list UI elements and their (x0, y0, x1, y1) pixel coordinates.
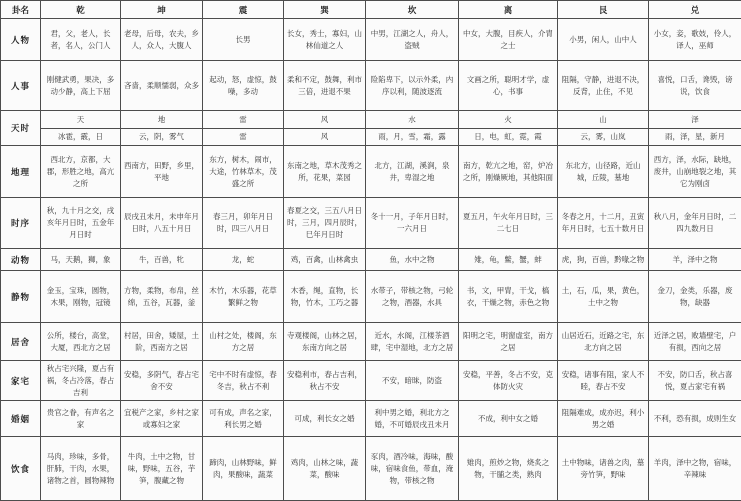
cell-jingwu-zhen: 木竹，木乐器，花草繁鲜之物 (203, 271, 284, 323)
cell-dongwu-xun: 鸡，百禽，山林禽虫 (284, 249, 366, 271)
cell-hunyin-kan: 利中男之婚，利北方之婚，不可婚辰戌丑未月 (366, 401, 459, 437)
cell-dili-li: 南方，乾亢之地，窑，炉冶之所，刚燥厥地，其他阳面 (459, 146, 558, 198)
cell-jingwu-kan: 水带子，带核之物，弓轮之物，酒器，水具 (366, 271, 459, 323)
table-row-renwu (1, 19, 741, 61)
corner-cell: 卦名 (1, 1, 41, 19)
cell-shixu-dui: 秋八月，金年月日时，二四九数月日 (649, 198, 741, 249)
table-row-tianshi-top (1, 111, 741, 129)
cell-tianshi-top-xun: 风 (284, 111, 366, 129)
cell-jiazhai-zhen: 宅中不时有虚惊，春冬吉，秋占不利 (203, 361, 284, 401)
cell-renwu-xun: 长女，秀士，寡妇，山林仙道之人 (284, 19, 366, 61)
cell-renshi-gen: 阻隔，守静，进退不决，反背，止住，不见 (558, 61, 649, 111)
cell-jushe-qian: 公所，楼台，高堂，大厦，西北方之居 (41, 323, 121, 361)
cell-jiazhai-dui: 不安，防口舌，秋占喜悦，夏占家宅有祸 (649, 361, 741, 401)
cell-dongwu-dui: 羊，泽中之物 (649, 249, 741, 271)
row-label-shixu: 时序 (1, 198, 41, 249)
cell-tianshi-bottom-kan: 雨，月，雪，霜，露 (366, 129, 459, 146)
table-row-renshi (1, 61, 741, 111)
cell-tianshi-bottom-xun: 风 (284, 129, 366, 146)
cell-dongwu-li: 雉，龟，鳖，蟹，蚌 (459, 249, 558, 271)
table-row-dongwu (1, 249, 741, 271)
cell-dili-xun: 东南之地，草木茂秀之所，花果，菜园 (284, 146, 366, 198)
cell-tianshi-bottom-qian: 冰雹，霰，日 (41, 129, 121, 146)
row-label-jushe: 居舍 (1, 323, 41, 361)
row-label-jingwu: 静物 (1, 271, 41, 323)
cell-renwu-gen: 小男，闲人，山中人 (558, 19, 649, 61)
cell-renwu-kan: 中男，江湖之人，舟人，盗贼 (366, 19, 459, 61)
cell-renwu-dui: 小女，妾，歌妓，伶人，译人，巫师 (649, 19, 741, 61)
table-row-jiazhai (1, 361, 741, 401)
cell-yinshi-kan: 豕肉，酒冷味，海味，酸味，宿味食鱼，带血，淹物，带核之物 (366, 437, 459, 501)
cell-hunyin-dui: 不利，恐有损，成则生女 (649, 401, 741, 437)
col-header-gen: 艮 (558, 1, 649, 19)
cell-hunyin-gen: 阻隔难成，成亦迟，利小男之婚 (558, 401, 649, 437)
cell-jushe-kun: 村居，田舍，矮屋，土阶，西南方之居 (121, 323, 203, 361)
cell-renshi-li: 文画之所，聪明才学，虚心，书事 (459, 61, 558, 111)
cell-hunyin-li: 不成，利中女之婚 (459, 401, 558, 437)
cell-tianshi-top-gen: 山 (558, 111, 649, 129)
cell-jiazhai-li: 安稳，平善，冬占不安，克体防火灾 (459, 361, 558, 401)
col-header-kan: 坎 (366, 1, 459, 19)
cell-jiazhai-kan: 不安，暗昧，防盗 (366, 361, 459, 401)
row-label-dili: 地理 (1, 146, 41, 198)
cell-jingwu-dui: 金刀，金类，乐器，废物，缺器 (649, 271, 741, 323)
cell-hunyin-xun: 可成，利长女之婚 (284, 401, 366, 437)
cell-tianshi-bottom-zhen: 雷 (203, 129, 284, 146)
cell-jushe-li: 阳明之宅，明窗虚室，南方之居 (459, 323, 558, 361)
cell-jingwu-kun: 方物，柔物，布帛，丝绵，五谷，瓦器，釜 (121, 271, 203, 323)
cell-renwu-qian: 君，父，老人，长者，名人，公门人 (41, 19, 121, 61)
row-label-jiazhai: 家宅 (1, 361, 41, 401)
cell-hunyin-qian: 贵官之眷，有声名之家 (41, 401, 121, 437)
cell-renshi-dui: 喜悦，口舌，谗毁，谤说，饮食 (649, 61, 741, 111)
cell-dongwu-kun: 牛，百兽，牝 (121, 249, 203, 271)
cell-jingwu-gen: 土，石，瓜，果，黄色，土中之物 (558, 271, 649, 323)
cell-tianshi-top-qian: 天 (41, 111, 121, 129)
cell-jushe-kan: 近水，水阁，江楼茶酒肆，宅中湿地，北方之居 (366, 323, 459, 361)
cell-jingwu-xun: 木香，绳，直物，长物，竹木，工巧之器 (284, 271, 366, 323)
col-header-li: 离 (459, 1, 558, 19)
cell-yinshi-zhen: 蹄肉，山林野味，鲜肉，果酸味，蔬菜 (203, 437, 284, 501)
row-label-tianshi: 天时 (1, 111, 41, 146)
cell-tianshi-top-kan: 水 (366, 111, 459, 129)
cell-jiazhai-kun: 安稳，多阴气，春占宅舍不安 (121, 361, 203, 401)
table-row-yinshi (1, 437, 741, 501)
cell-dili-kan: 北方，江湖，溪涧，泉井，卑湿之地 (366, 146, 459, 198)
cell-jiazhai-gen: 安稳，诸事有阻，家人不睦，春占不安 (558, 361, 649, 401)
table-row-tianshi-bottom (1, 129, 741, 146)
cell-jushe-xun: 寺观楼阁，山林之居，东南方向之居 (284, 323, 366, 361)
col-header-kun: 坤 (121, 1, 203, 19)
cell-tianshi-top-li: 火 (459, 111, 558, 129)
cell-dongwu-gen: 虎，狗，百兽，黔喙之物 (558, 249, 649, 271)
table-row-hunyin (1, 401, 741, 437)
cell-renshi-zhen: 起动，怒，虚惊，鼓噪，多动 (203, 61, 284, 111)
cell-shixu-zhen: 春三月，卯年月日时，四三八月日 (203, 198, 284, 249)
cell-dili-gen: 东北方，山径路，近山城，丘陵，墓地 (558, 146, 649, 198)
cell-jushe-zhen: 山村之处，楼阁，东方之居 (203, 323, 284, 361)
col-header-dui: 兑 (649, 1, 741, 19)
row-label-yinshi: 饮食 (1, 437, 41, 501)
cell-tianshi-bottom-dui: 雨，泽，星，新月 (649, 129, 741, 146)
row-label-hunyin: 婚姻 (1, 401, 41, 437)
cell-renwu-kun: 老母，后母，农夫，乡人，众人，大腹人 (121, 19, 203, 61)
cell-jingwu-li: 书，文，甲胄，干戈，槁衣，干燥之物，赤色之物 (459, 271, 558, 323)
cell-dongwu-kan: 鱼，水中之物 (366, 249, 459, 271)
cell-yinshi-dui: 羊肉，泽中之物，宿味，辛辣味 (649, 437, 741, 501)
table-row-jingwu (1, 271, 741, 323)
cell-yinshi-xun: 鸡肉，山林之味，蔬菜，酸味 (284, 437, 366, 501)
cell-dili-zhen: 东方，树木，闹市，大途，竹林草木，茂盛之所 (203, 146, 284, 198)
cell-shixu-xun: 春夏之交，三五八月日时，三月，四月辰时，巳年月日时 (284, 198, 366, 249)
cell-jingwu-qian: 金玉，宝珠，圆物，木果，刚物，冠镜 (41, 271, 121, 323)
cell-jushe-dui: 近泽之居，败墙壁宅，户有损，西向之居 (649, 323, 741, 361)
cell-dili-kun: 西南方，田野，乡里，平地 (121, 146, 203, 198)
table-row-dili (1, 146, 741, 198)
row-label-renwu: 人物 (1, 19, 41, 61)
cell-jiazhai-xun: 安稳利市，春占吉利，秋占不安 (284, 361, 366, 401)
cell-tianshi-top-dui: 泽 (649, 111, 741, 129)
cell-shixu-kun: 辰戌丑未月，未申年月日时，八五十月日 (121, 198, 203, 249)
cell-renwu-li: 中女，大腹，目疾人，介胄之士 (459, 19, 558, 61)
cell-tianshi-top-kun: 地 (121, 111, 203, 129)
col-header-zhen: 震 (203, 1, 284, 19)
table-row-shixu (1, 198, 741, 249)
cell-shixu-li: 夏五月，午火年月日时，三二七日 (459, 198, 558, 249)
cell-jushe-gen: 山居近石，近路之宅，东北方向之居 (558, 323, 649, 361)
cell-hunyin-zhen: 可有成，声名之家，利长男之婚 (203, 401, 284, 437)
header-row (1, 1, 741, 19)
col-header-qian: 乾 (41, 1, 121, 19)
cell-jiazhai-qian: 秋占宅兴隆，夏占有祸，冬占冷落，春占吉利 (41, 361, 121, 401)
cell-yinshi-kun: 牛肉，土中之物，甘味，野味，五谷，芋笋，腹藏之物 (121, 437, 203, 501)
col-header-xun: 巽 (284, 1, 366, 19)
cell-hunyin-kun: 宜税产之家，乡村之家或寡妇之家 (121, 401, 203, 437)
row-label-dongwu: 动物 (1, 249, 41, 271)
cell-shixu-gen: 冬春之月，十二月，丑寅年月日时，七五十数月日 (558, 198, 649, 249)
cell-dili-qian: 西北方，京都，大郡，形胜之地，高亢之所 (41, 146, 121, 198)
table-row-jushe (1, 323, 741, 361)
cell-yinshi-qian: 马肉，珍味，多骨，肝肺，干肉，水果，诸物之首，圆物辣物 (41, 437, 121, 501)
table-body (1, 19, 741, 501)
cell-renshi-kan: 险陷卑下，以示外柔，内序以利，随波逐流 (366, 61, 459, 111)
cell-tianshi-bottom-kun: 云，阴，雾气 (121, 129, 203, 146)
cell-tianshi-top-zhen: 雷 (203, 111, 284, 129)
cell-tianshi-bottom-gen: 云，雾，山岚 (558, 129, 649, 146)
cell-renshi-qian: 刚健武勇，果决，多动少静，高上下屈 (41, 61, 121, 111)
cell-tianshi-bottom-li: 日，电，虹，霓，霞 (459, 129, 558, 146)
cell-shixu-qian: 秋，九十月之交，戌亥年月日时，五金年月日时 (41, 198, 121, 249)
row-label-renshi: 人事 (1, 61, 41, 111)
cell-dongwu-qian: 马，天鹅，狮，象 (41, 249, 121, 271)
cell-shixu-kan: 冬十一月，子年月日时，一六月日 (366, 198, 459, 249)
cell-yinshi-li: 雉肉，煎炒之物，烧炙之物，干脯之类，熟肉 (459, 437, 558, 501)
cell-yinshi-gen: 土中物味，诸兽之肉，墓旁竹笋，野味 (558, 437, 649, 501)
cell-renshi-kun: 吝啬，柔顺懦弱，众多 (121, 61, 203, 111)
cell-renshi-xun: 柔和不定，鼓舞，利市三倍，进退不果 (284, 61, 366, 111)
cell-dili-dui: 西方，泽，水际，缺地，废井，山崩地裂之地，其它为刚卤 (649, 146, 741, 198)
cell-renwu-zhen: 长男 (203, 19, 284, 61)
cell-dongwu-zhen: 龙，蛇 (203, 249, 284, 271)
